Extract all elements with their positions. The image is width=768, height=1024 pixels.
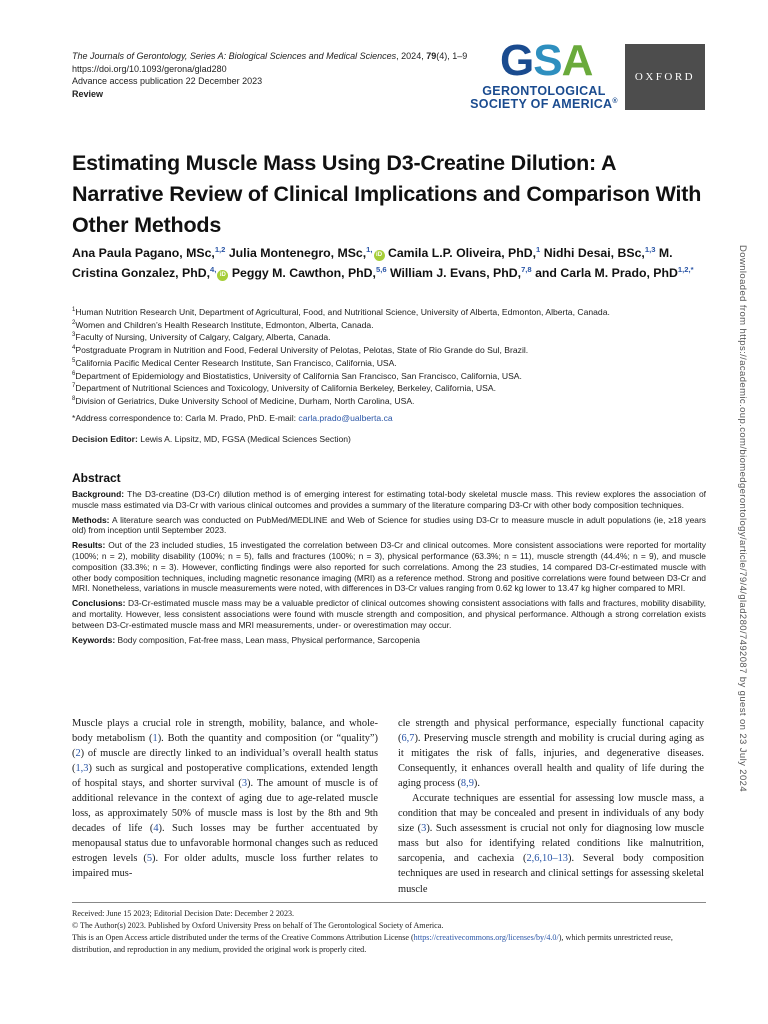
abstract-conclusions: Conclusions: D3-Cr-estimated muscle mass may be a valuable predictor of clinical outcomes showing consistent associations with falls and fractures, mobility disability, and mortality. However, less consistent associations were found with muscle strength and composition, and physical performance. Although a strong correlation exists between D3-Cr-estimated muscle mass and MRI measurements, under- or overestimation may occur.: [72, 598, 706, 630]
body-text: Muscle plays a crucial role in strength, mobility, balance, and whole-body metabolism (: [72, 718, 378, 745]
affiliation-ref[interactable]: 4,: [210, 264, 217, 274]
author: M. Cristina Gonzalez, PhD,$^{4,}$iD: [72, 246, 673, 280]
body-text: ). For older adults, muscle loss further relates to impaired mus-: [72, 853, 378, 880]
license-link[interactable]: https://creativecommons.org/licenses/by/4.0/: [413, 933, 559, 942]
body-text: ). Preserving muscle strength and mobility is crucial during aging as it mitigates the risk of falls, injuries, and degenerative diseases. Consequently, it enhances overall health and quality of life during the aging process (: [398, 733, 704, 790]
author-separator: and: [531, 266, 561, 280]
affiliation-item: $^5$California Pacific Medical Center Research Institute, San Francisco, California, USA.: [72, 357, 397, 368]
author: Nidhi Desai, BSc,$^{1,3}$: [543, 244, 656, 260]
body-text: ) such as surgical and postoperative complications, extended length of hospital stays, and shorter survival (: [72, 763, 378, 790]
journal-volume: 79: [426, 51, 437, 61]
body-text: cle strength and physical performance, especially functional capacity (: [398, 718, 704, 745]
body-text: ). Several body composition techniques are used in research and clinical settings for assessing skeletal muscle: [398, 853, 704, 895]
author: Peggy M. Cawthon, PhD,$^{5,6}$: [231, 264, 387, 280]
affiliation-ref[interactable]: 1,2: [214, 244, 226, 254]
oxford-logo[interactable]: OXFORD: [625, 44, 705, 110]
gsa-letters: GSA: [500, 36, 593, 85]
body-text: Accurate techniques are essential for assessing low muscle mass, a condition that may be concealed and present in individuals of any body size (: [398, 793, 704, 835]
received-dates: Received: June 15 2023; Editorial Decision Date: December 2 2023.: [72, 909, 295, 918]
affiliation-item: $^2$Women and Children’s Health Research Institute, Edmonton, Alberta, Canada.: [72, 319, 374, 330]
gsa-name-line-2: SOCIETY OF AMERICA®: [470, 97, 618, 111]
copyright-line: © The Author(s) 2023. Published by Oxford University Press on behalf of The Gerontological Society of America.: [72, 921, 444, 930]
abstract-body: [72, 489, 706, 649]
article-title: Estimating Muscle Mass Using D3-Creatine Dilution: A Narrative Review of Clinical Implications and Comparison With Other Methods: [72, 151, 702, 237]
citation-link[interactable]: 6,7: [401, 733, 415, 745]
body-text: ).: [473, 778, 480, 790]
citation-link[interactable]: 3: [241, 778, 248, 790]
citation-link[interactable]: 8,9: [460, 778, 474, 790]
body-column-right: [398, 716, 704, 897]
abstract-results: Results: Out of the 23 included studies, 15 investigated the correlation between D3-Cr and clinical outcomes. More consistent associations were reported for mortality (100%; n = 2), mobility disability (100%; n = 5), falls and fractures (100%; n = 3), physical performance (63.3%; n = 11), muscle strength (44.4%; n = 9), and muscle composition (33.3%; n = 3). However, conflicting findings were also reported for such correlations. Among the 23 studies, 14 compared D3-Cr-estimated muscle with other body composition techniques, including magnetic resonance imaging (MRI) as a reference method. Strong and positive correlations were found between D3-Cr and MRI. Nonetheless, variations in muscle measurements were noted, with differences in D3-Cr values ranging from 0.62 kg lower to 13.47 kg higher compared to MRI.: [72, 540, 706, 594]
author: William J. Evans, PhD,$^{7,8}$: [389, 264, 532, 280]
download-watermark-text: Downloaded from https://academic.oup.com/biomedgerontology/article/79/4/glad280/7492087 by guest on 23 July 2024: [737, 245, 748, 793]
citation-link[interactable]: 2: [75, 748, 81, 760]
affiliation-item: $^8$Division of Geriatrics, Duke University School of Medicine, Durham, North Carolina, USA.: [72, 395, 415, 406]
orcid-icon[interactable]: iD: [374, 250, 385, 261]
gsa-logo[interactable]: [470, 38, 618, 110]
affiliation-item: $^4$Postgraduate Program in Nutrition and Food, Federal University of Pelotas, Pelotas, State of Rio Grande do Sul, Brazil.: [72, 345, 529, 356]
affiliation-list: [72, 306, 712, 424]
affiliation-ref[interactable]: 1,: [366, 244, 373, 254]
doi-link[interactable]: https://doi.org/10.1093/gerona/glad280: [72, 63, 227, 74]
correspondence-note: *Address correspondence to: Carla M. Prado, PhD. E-mail: carla.prado@ualberta.ca: [72, 412, 393, 423]
author-list: [72, 243, 702, 283]
footer-notes: [72, 908, 712, 956]
journal-issue: (4): [436, 51, 448, 61]
affiliation-item: $^3$Faculty of Nursing, University of Calgary, Calgary, Alberta, Canada.: [72, 332, 331, 343]
author: Carla M. Prado, PhD$^{1,2,*}$: [560, 264, 694, 280]
body-paragraph: [398, 716, 704, 791]
body-text: ). Such assessment is crucial not only for diagnosing low muscle mass but also for identifying related conditions like malnutrition, sarcopenia, and cachexia (: [398, 823, 705, 865]
journal-name: The Journals of Gerontology, Series A: Biological Sciences and Medical Sciences: [72, 51, 397, 61]
citation-link[interactable]: 4: [153, 823, 159, 835]
footer-divider: [72, 902, 706, 903]
author: Julia Montenegro, MSc,$^{1,}$iD: [229, 246, 385, 260]
advance-access-date: Advance access publication 22 December 2023: [72, 76, 263, 86]
affiliation-item: $^7$Department of Nutritional Sciences and Toxicology, University of California Berkeley, Berkeley, California, USA.: [72, 383, 496, 394]
corresponding-author-mark: *: [690, 264, 694, 274]
journal-header: [72, 50, 492, 100]
affiliation-ref[interactable]: 1,3: [644, 244, 656, 254]
author: Camila L.P. Oliveira, PhD,$^1$: [387, 244, 541, 260]
article-type: Review: [72, 88, 104, 99]
orcid-icon[interactable]: iD: [217, 270, 228, 281]
journal-pages: , 1–9: [447, 51, 468, 61]
body-column-left: [72, 716, 378, 882]
gsa-name-line-1: GERONTOLOGICAL: [482, 84, 606, 98]
citation-link[interactable]: 1: [152, 733, 158, 745]
citation-link[interactable]: 3: [421, 823, 427, 835]
body-paragraph: [398, 791, 704, 896]
citation-link[interactable]: 1,3: [75, 763, 89, 775]
body-text: ). The amount of muscle is of additional relevance in the context of aging due to age-related muscle loss, as approximately 50% of muscle mass is lost by the 8th and 9th decades of life (: [72, 778, 378, 835]
affiliation-item: $^1$Human Nutrition Research Unit, Department of Agricultural, Food, and Nutritional Science, University of Alberta, Edmonton, Alberta, Canada.: [72, 307, 610, 317]
body-text: ) of muscle are directly linked to an individual’s overall health status (: [72, 748, 378, 775]
affiliation-item: $^6$Department of Epidemiology and Biostatistics, University of California San Francisco, San Francisco, California, USA.: [72, 370, 522, 381]
citation-link[interactable]: 2,6,10–13: [526, 853, 568, 865]
abstract-keywords: Keywords: Body composition, Fat-free mass, Lean mass, Physical performance, Sarcopenia: [72, 634, 420, 645]
author: Ana Paula Pagano, MSc,$^{1,2}$: [72, 244, 226, 260]
journal-citation: , 2024,: [396, 51, 427, 61]
affiliation-ref[interactable]: 1: [536, 244, 541, 254]
body-text: ). Such losses may be further accentuated by menopausal status due to unfavorable hormonal changes such as reduced estrogen levels (: [72, 823, 378, 865]
abstract-heading: Abstract: [72, 471, 121, 485]
abstract-background: Background: The D3-creatine (D3-Cr) dilution method is of emerging interest for estimating total-body skeletal muscle mass. This review explores the association of muscle mass estimated via D3-Cr with various clinical outcomes and provides a summary of the literature comparing D3-Cr with other body composition techniques.: [72, 489, 706, 510]
decision-editor: Decision Editor: Lewis A. Lipsitz, MD, FGSA (Medical Sciences Section): [72, 434, 351, 444]
body-paragraph: [72, 716, 378, 882]
affiliation-ref[interactable]: 5,6: [375, 264, 387, 274]
citation-link[interactable]: 5: [146, 853, 153, 865]
affiliation-ref[interactable]: 7,8: [521, 264, 532, 274]
correspondence-email[interactable]: carla.prado@ualberta.ca: [298, 412, 393, 423]
license-note: This is an Open Access article distributed under the terms of the Creative Commons Attribution License (https://creativecommons.org/licenses/by/4.0/), which permits unrestricted reuse, distribution, and reproduction in any medium, provided the original work is properly cited.: [72, 933, 673, 954]
download-watermark: [737, 245, 749, 805]
body-text: ). Both the quantity and composition (or “quality”) (: [72, 733, 379, 760]
affiliation-ref[interactable]: 1,2,: [677, 264, 691, 274]
abstract-methods: Methods: A literature search was conducted on PubMed/MEDLINE and Web of Science for studies using D3-Cr to measure muscle in adult populations (ie, ≥18 years old) from inception until September 2023.: [72, 514, 706, 536]
